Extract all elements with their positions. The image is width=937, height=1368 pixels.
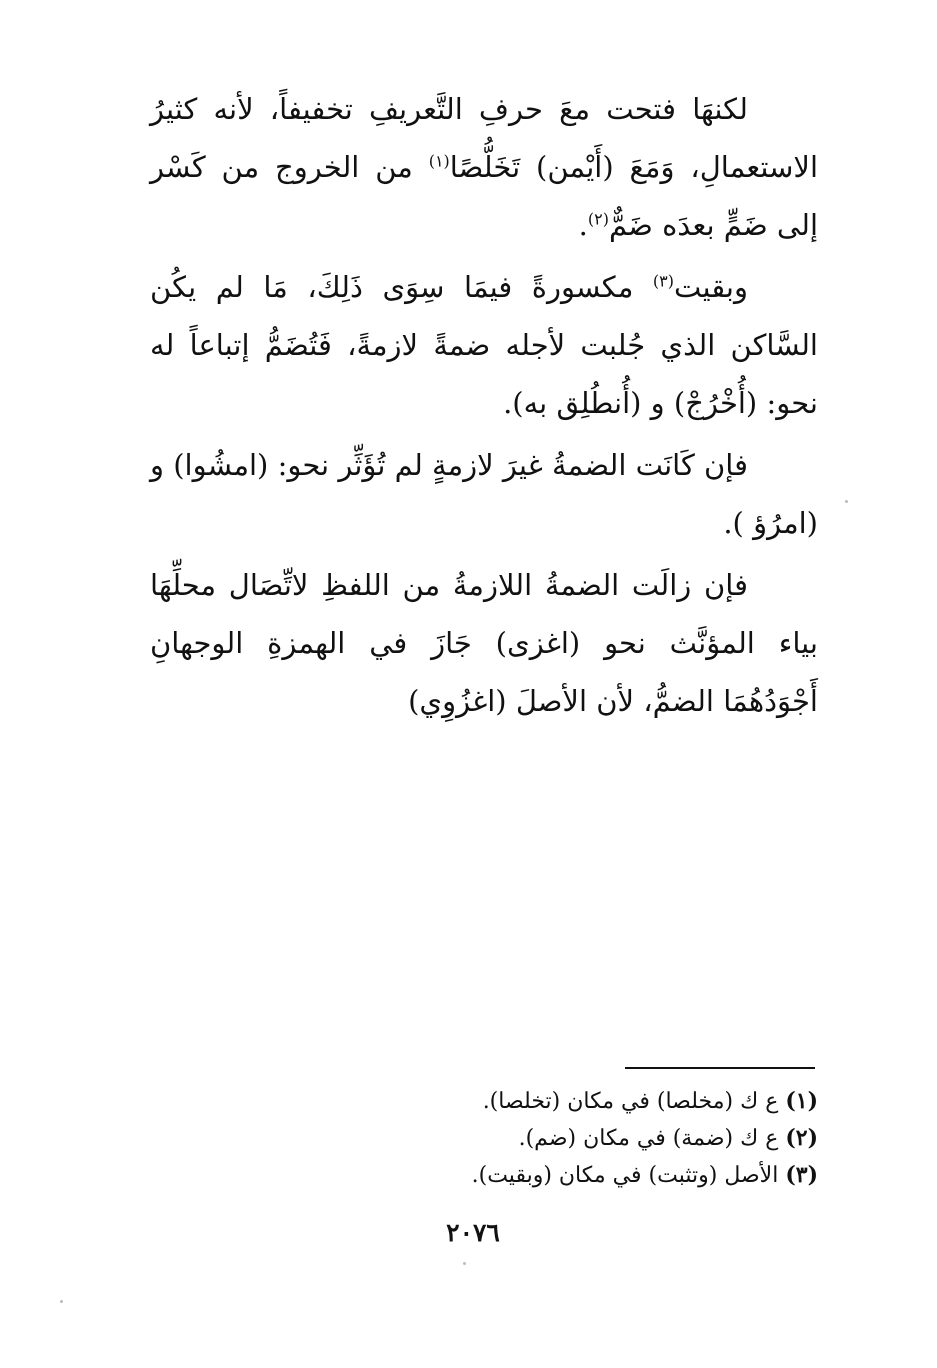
footnote <box>300 1120 818 1157</box>
footnote <box>300 1157 818 1194</box>
footnote-text: ع ك (ضمة) في مكان (ضم). <box>518 1126 779 1151</box>
footnote-number: (٢) <box>785 1125 818 1151</box>
paragraph-text: فإن كَانَت الضمةُ غيرَ لازمةٍ لم تُؤَثِّر نحو: (امشُوا) و (امرُؤ ). <box>150 448 818 540</box>
footnote <box>300 1083 818 1120</box>
paragraph-text: فإن زالَت الضمةُ اللازمةُ من اللفظِ لاتِّصَال محلِّهَا بياء المؤنَّث نحو (اغزى) جَازَ في الهمزةِ الوجهانِ أَجْوَدُهُمَا الضمُّ، لأن الأصلَ (اغزُوِي) <box>150 568 818 718</box>
paragraph-text: . <box>578 208 588 242</box>
paragraph <box>150 436 818 552</box>
scan-speck <box>60 1300 63 1303</box>
footnote-text: الأصل (وتثبت) في مكان (وبقيت). <box>471 1163 779 1188</box>
paragraph-text: لكنهَا فتحت معَ حرفِ التَّعريفِ تخفيفاً، لأنه كثيرُ الاستعمالِ، وَمَعَ (أَيْمن) تَخَلُّصًا <box>150 92 819 184</box>
footnotes <box>300 1083 818 1194</box>
footnote-ref: (٣) <box>652 271 675 291</box>
paragraph <box>150 80 818 254</box>
footnote-ref: (١) <box>428 151 450 171</box>
page-number: ٢٠٧٦ <box>446 1218 500 1247</box>
paragraph <box>150 556 818 730</box>
paragraph <box>150 258 818 432</box>
body-text <box>150 80 818 734</box>
footnote-number: (١) <box>785 1088 818 1114</box>
footnote-number: (٣) <box>785 1162 818 1188</box>
scan-speck <box>845 500 848 503</box>
scan-speck <box>463 1262 466 1265</box>
paragraph-text: من الخروج من كَسْر إلى ضَمٍّ بعدَه ضَمٌّ <box>150 150 818 242</box>
footnote-separator <box>625 1067 815 1069</box>
footnote-text: ع ك (مخلصا) في مكان (تخلصا). <box>482 1089 779 1114</box>
footnote-ref: (٢) <box>587 209 609 229</box>
paragraph-text: مكسورةً فيمَا سِوَى ذَلِكَ، مَا لم يكُن السَّاكن الذي جُلبت لأجله ضمةً لازمةً، فَتُضَمُّ إتباعاً له نحو: (أُخْرُجْ) و (أُنطُلِق به). <box>150 270 818 420</box>
paragraph-text: وبقيت <box>674 270 748 304</box>
